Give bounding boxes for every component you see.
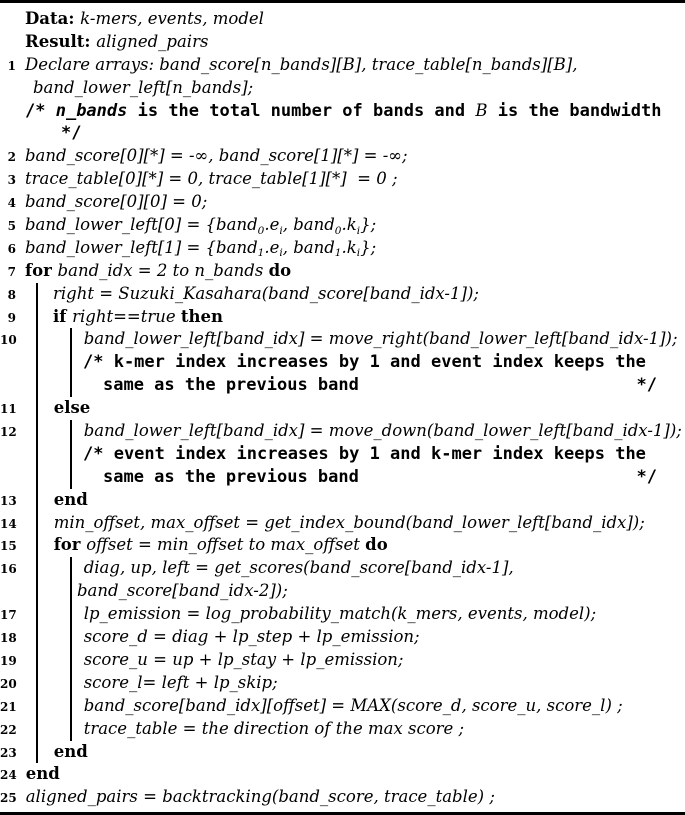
line-content xyxy=(18,626,657,649)
code-segment: 0 xyxy=(257,224,265,237)
code-segment: .k xyxy=(341,237,357,257)
code-segment: 1 xyxy=(334,247,342,260)
code-segment: band_lower_left[band_idx] = move_down(band_lower_left[band_idx-1]); xyxy=(83,421,682,441)
line-number: 21 xyxy=(0,699,17,714)
line-content xyxy=(17,8,657,31)
code-segment: band_lower_left[band_idx] = move_right(band_lower_left[band_idx-1]); xyxy=(83,329,678,349)
code-segment: do xyxy=(365,535,388,555)
line-number: 22 xyxy=(0,722,17,737)
code-segment: band_score[0][0] = 0; xyxy=(25,192,208,212)
code-segment: /* xyxy=(25,100,56,121)
line-content xyxy=(17,443,657,466)
line-number: 15 xyxy=(0,539,17,554)
line-content xyxy=(17,260,657,283)
algo-line xyxy=(0,695,685,718)
code-segment: then xyxy=(180,306,224,326)
line-number: 5 xyxy=(7,219,16,234)
code-segment: Declare arrays: band_score[n_bands][B], trace_table[n_bands][B], xyxy=(25,54,578,74)
code-segment: score_u = up + lp_stay + lp_emission; xyxy=(83,649,404,669)
algo-line xyxy=(0,741,685,764)
algo-line xyxy=(0,649,685,672)
algo-line xyxy=(0,283,685,306)
algo-line xyxy=(0,145,685,168)
algo-line xyxy=(0,122,685,145)
algo-line xyxy=(0,397,685,420)
line-number: 11 xyxy=(0,402,17,417)
code-segment: same as the previous band xyxy=(103,375,359,396)
line-content xyxy=(17,466,657,489)
line-content xyxy=(17,31,657,54)
line-content xyxy=(17,214,657,239)
line-content xyxy=(17,306,657,329)
algo-line xyxy=(0,191,685,214)
line-number: 6 xyxy=(7,241,16,256)
code-segment: trace_table = the direction of the max score ; xyxy=(83,718,465,738)
line-content xyxy=(18,672,657,695)
code-segment: B xyxy=(475,100,488,120)
code-segment: end xyxy=(25,764,60,784)
line-number: 3 xyxy=(7,173,16,188)
line-content xyxy=(18,557,657,580)
code-segment: band_idx = 2 to n_bands xyxy=(57,260,269,280)
line-content xyxy=(18,534,657,557)
line-number: 1 xyxy=(7,58,16,73)
line-number: 20 xyxy=(0,676,17,691)
algo-line xyxy=(0,420,685,443)
algo-line xyxy=(0,626,685,649)
code-segment: is the total number of bands and xyxy=(127,100,476,121)
algo-line xyxy=(0,763,685,786)
algo-line xyxy=(0,580,685,603)
line-content xyxy=(18,512,657,535)
line-number: 16 xyxy=(0,562,17,577)
code-segment: band_score[0][*] = -∞, band_score[1][*] = -∞; xyxy=(25,146,408,166)
code-segment: for xyxy=(53,535,87,555)
line-content xyxy=(18,763,657,786)
line-number: 14 xyxy=(0,516,17,531)
code-segment: 0 xyxy=(334,224,342,237)
code-segment: score_l= left + lp_skip; xyxy=(83,672,278,692)
line-content xyxy=(17,77,657,100)
line-number: 7 xyxy=(7,264,16,279)
algo-line xyxy=(0,466,685,489)
code-segment: else xyxy=(53,398,91,418)
line-content xyxy=(17,54,657,77)
code-segment: same as the previous band xyxy=(103,466,359,487)
code-segment: for xyxy=(25,260,58,280)
line-content xyxy=(17,100,662,123)
line-content xyxy=(17,374,657,397)
line-content xyxy=(17,283,657,306)
code-segment: diag, up, left = get_scores(band_score[band_idx-1], xyxy=(83,558,514,578)
line-number: 23 xyxy=(0,745,17,760)
line-number: 2 xyxy=(7,150,16,165)
code-segment: min_offset, max_offset = get_index_bound(band_lower_left[band_idx]); xyxy=(53,512,645,532)
algo-line xyxy=(0,351,685,374)
comment-close-segment: */ xyxy=(636,375,657,396)
code-segment: trace_table[0][*] = 0, trace_table[1][*] = 0 ; xyxy=(25,169,398,189)
code-segment: band_score[band_idx][offset] = MAX(score_d, score_u, score_l) ; xyxy=(83,695,623,715)
line-number: 10 xyxy=(0,333,17,348)
line-number: 18 xyxy=(0,631,17,646)
algo-line xyxy=(0,77,685,100)
code-segment: k-mers, events, model xyxy=(80,9,264,28)
line-content xyxy=(18,741,657,764)
algo-line xyxy=(0,374,685,397)
algo-line xyxy=(0,54,685,77)
code-segment: .e xyxy=(264,215,280,235)
code-segment: do xyxy=(268,260,292,280)
code-segment: is the bandwidth xyxy=(487,100,662,121)
algo-line xyxy=(0,214,685,237)
line-content xyxy=(18,695,657,718)
code-segment: i xyxy=(279,224,283,237)
algo-line xyxy=(0,603,685,626)
line-content xyxy=(17,122,657,145)
code-segment: band_lower_left[1] = {band xyxy=(25,237,258,257)
code-segment: offset = min_offset to max_offset xyxy=(86,535,366,555)
code-segment: band_score[band_idx-2]); xyxy=(77,581,288,601)
code-segment: band_lower_left[n_bands]; xyxy=(33,77,254,97)
line-number: 8 xyxy=(7,287,16,302)
line-number: 17 xyxy=(0,608,17,623)
algo-line xyxy=(0,237,685,260)
code-segment: right = Suzuki_Kasahara(band_score[band_idx-1]); xyxy=(53,283,479,303)
code-segment: band_lower_left[0] = {band xyxy=(25,215,258,235)
line-content xyxy=(18,718,657,741)
line-content xyxy=(18,397,657,420)
line-content xyxy=(18,328,678,351)
algo-line xyxy=(0,31,685,54)
code-segment: .e xyxy=(264,237,280,257)
code-segment: Data: xyxy=(25,9,81,28)
code-segment: end xyxy=(53,741,88,761)
code-segment: i xyxy=(356,247,361,260)
code-segment: Result: xyxy=(25,31,97,51)
line-content xyxy=(18,420,682,443)
line-content xyxy=(17,191,657,214)
algo-line xyxy=(0,328,685,351)
code-segment: , band xyxy=(282,215,335,235)
code-segment: 1 xyxy=(257,247,265,260)
algo-line xyxy=(0,718,685,741)
code-segment: aligned_pairs xyxy=(96,31,209,51)
line-content xyxy=(17,351,657,374)
line-content xyxy=(17,168,657,191)
code-segment: right==true xyxy=(72,306,181,326)
code-segment: if xyxy=(53,306,73,326)
line-content xyxy=(17,145,657,168)
algo-line xyxy=(0,489,685,512)
comment-close-segment: */ xyxy=(636,466,657,487)
code-segment: score_d = diag + lp_step + lp_emission; xyxy=(83,627,420,647)
algo-line xyxy=(0,443,685,466)
code-segment: , band xyxy=(282,237,335,257)
code-segment: i xyxy=(356,224,361,237)
code-segment: n_bands xyxy=(55,100,128,121)
line-number: 9 xyxy=(7,310,16,325)
line-number: 4 xyxy=(7,196,16,211)
algo-line xyxy=(0,260,685,283)
line-content xyxy=(18,603,657,626)
algo-line xyxy=(0,534,685,557)
line-number: 13 xyxy=(0,493,17,508)
line-number: 24 xyxy=(0,768,17,783)
line-content xyxy=(18,489,657,512)
code-segment: aligned_pairs = backtracking(band_score, trace_table) ; xyxy=(25,787,495,807)
code-segment: i xyxy=(279,247,283,260)
algo-line xyxy=(0,8,685,31)
line-number: 12 xyxy=(0,425,17,440)
algo-line xyxy=(0,306,685,329)
line-number: 19 xyxy=(0,653,17,668)
algo-line xyxy=(0,786,685,809)
line-content xyxy=(18,786,657,809)
algo-line xyxy=(0,557,685,580)
algo-line xyxy=(0,512,685,535)
code-segment: }; xyxy=(360,237,377,257)
code-segment: */ xyxy=(61,123,82,144)
line-content xyxy=(17,580,657,603)
algo-line xyxy=(0,100,685,123)
line-content xyxy=(18,649,657,672)
code-segment: /* event index increases by 1 and k-mer index keeps the xyxy=(83,443,646,464)
algo-line xyxy=(0,672,685,695)
code-segment: .k xyxy=(341,215,357,235)
line-content xyxy=(17,237,657,262)
code-segment: }; xyxy=(360,215,377,235)
line-number: 25 xyxy=(0,791,17,806)
code-segment: lp_emission = log_probability_match(k_mers, events, model); xyxy=(83,604,597,624)
code-segment: /* k-mer index increases by 1 and event index keeps the xyxy=(83,352,646,373)
code-segment: end xyxy=(53,489,88,509)
algo-line xyxy=(0,168,685,191)
